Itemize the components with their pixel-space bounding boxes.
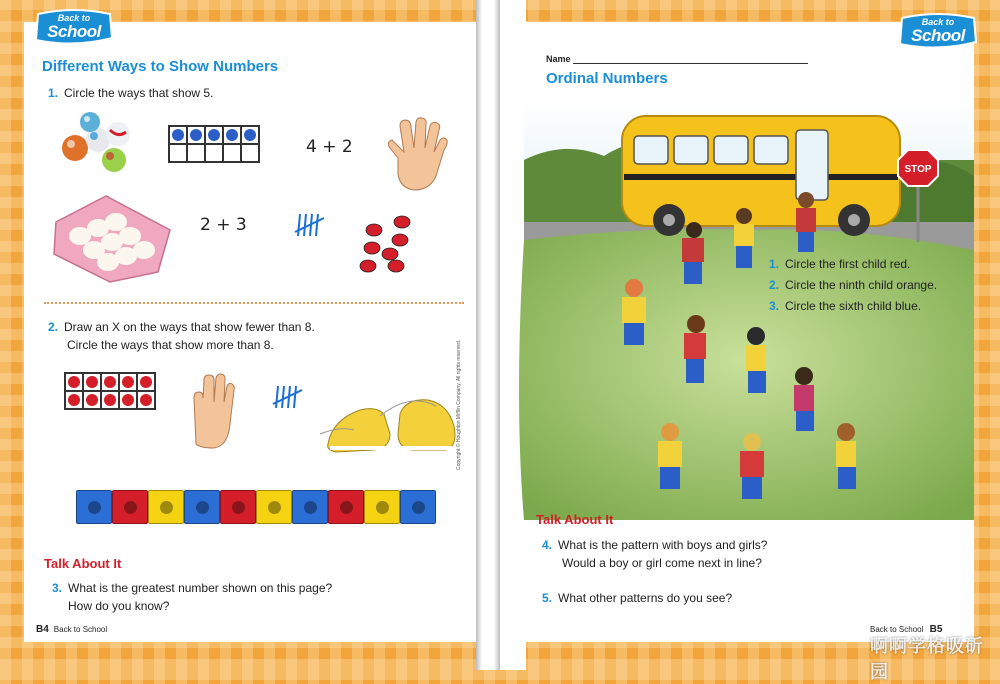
cube-7 — [292, 490, 328, 524]
egg-carton-image — [46, 192, 176, 284]
sneakers-image — [320, 386, 464, 456]
footer-label: Back to School — [53, 625, 108, 634]
page-title: Different Ways to Show Numbers — [42, 58, 279, 75]
connecting-cubes — [76, 490, 436, 524]
talk-about-it-heading: Talk About It — [44, 556, 122, 571]
question-text: Circle the ways that show more than 8. — [67, 338, 274, 352]
page-title: Ordinal Numbers — [546, 70, 668, 87]
watermark-text: 啊啊学格吸斫园 — [870, 636, 984, 683]
badge-line2: School — [47, 22, 101, 41]
question-text: Circle the first child red. — [785, 257, 911, 271]
question-number: 2. — [769, 278, 780, 292]
marbles-image — [58, 110, 138, 174]
question-number: 1. — [48, 86, 59, 100]
question-text: Draw an X on the ways that show fewer than 8. — [64, 320, 315, 334]
question-number: 3. — [52, 581, 63, 595]
question-4 — [542, 536, 767, 572]
question-text: What is the pattern with boys and girls? — [558, 538, 768, 552]
scene-question-3 — [769, 296, 937, 317]
cube-6 — [256, 490, 292, 524]
ladybugs-image — [354, 212, 418, 274]
back-to-school-badge — [32, 8, 116, 48]
talk-about-it-heading: Talk About It — [536, 512, 614, 527]
cube-9 — [364, 490, 400, 524]
question-text: What is the greatest number shown on this page? — [68, 581, 333, 595]
cube-3 — [148, 490, 184, 524]
question-3 — [52, 579, 332, 615]
tally-five-image — [294, 210, 326, 240]
name-label: Name — [546, 54, 571, 64]
question-number: 5. — [542, 591, 553, 605]
stop-sign-text: STOP — [904, 164, 932, 175]
question-number: 2. — [48, 320, 59, 334]
question-number: 4. — [542, 538, 553, 552]
cube-2 — [112, 490, 148, 524]
question-text: Would a boy or girl come next in line? — [562, 556, 762, 570]
name-field[interactable] — [546, 54, 808, 64]
section-divider — [44, 302, 464, 304]
page-number: B4 — [36, 624, 49, 635]
cube-8 — [328, 490, 364, 524]
question-text: What other patterns do you see? — [558, 591, 733, 605]
ten-frame-ten — [64, 372, 156, 410]
question-2 — [48, 318, 315, 354]
back-to-school-badge — [896, 12, 980, 52]
question-text: Circle the ways that show 5. — [64, 86, 214, 100]
question-text: How do you know? — [68, 599, 170, 613]
open-hand-image — [384, 118, 450, 194]
cube-10 — [400, 490, 436, 524]
question-5 — [542, 589, 732, 607]
copyright-notice: Copyright © Houghton Mifflin Company. All rights reserved. — [456, 339, 462, 470]
badge-line1: Back to — [921, 17, 955, 27]
ten-frame-five — [168, 125, 260, 163]
page-footer — [36, 624, 107, 635]
cube-5 — [220, 490, 256, 524]
question-text: Circle the ninth child orange. — [785, 278, 938, 292]
badge-line1: Back to — [57, 13, 91, 23]
question-number: 1. — [769, 257, 780, 271]
book-gutter — [476, 0, 526, 670]
expression-2-plus-3: 2 + 3 — [200, 215, 247, 235]
question-1 — [48, 84, 213, 102]
expression-4-plus-2: 4 + 2 — [306, 137, 353, 157]
page-number: B5 — [929, 624, 943, 635]
scene-questions — [769, 254, 937, 317]
left-page — [24, 13, 476, 642]
cube-1 — [76, 490, 112, 524]
footer-label: Back to School — [870, 625, 924, 634]
four-fingers-hand-image — [190, 374, 236, 452]
question-number: 3. — [769, 299, 780, 313]
tally-five-image-2 — [272, 382, 304, 412]
scene-question-2 — [769, 275, 937, 296]
badge-line2: School — [911, 26, 965, 45]
question-text: Circle the sixth child blue. — [785, 299, 922, 313]
cube-4 — [184, 490, 220, 524]
scene-question-1 — [769, 254, 937, 275]
right-page — [524, 17, 974, 642]
